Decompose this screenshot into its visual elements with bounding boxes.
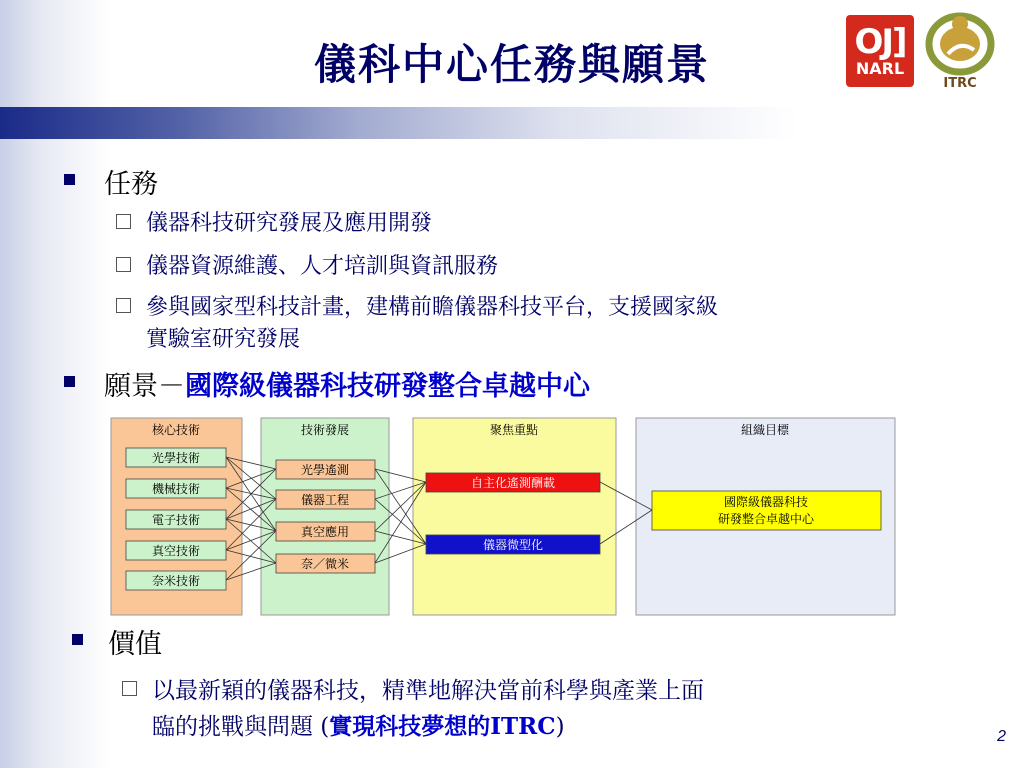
- value-heading: 價值: [108, 629, 162, 660]
- vision-heading: 願景－: [104, 371, 185, 402]
- develop-box: [276, 490, 375, 509]
- column-header-goal: 組織目標: [740, 423, 790, 437]
- core-box-label: 光學技術: [151, 451, 201, 465]
- develop-box-label: 光學遙測: [300, 463, 350, 477]
- focus-box-remote-sensing: [426, 473, 600, 492]
- core-box: [126, 571, 226, 590]
- focus-box-label: 自主化遙測酬載: [470, 476, 556, 490]
- goal-box-line: 國際級儀器科技: [723, 495, 809, 509]
- develop-box-label: 真空應用: [300, 525, 350, 539]
- mission-item-text: 儀器資源維護、人才培訓與資訊服務: [146, 254, 499, 279]
- page-number: 2: [997, 728, 1006, 745]
- core-box: [126, 541, 226, 560]
- focus-box-label: 儀器微型化: [482, 538, 544, 552]
- goal-box: [652, 491, 881, 530]
- narl-logo-text: NARL: [855, 59, 905, 78]
- value-item-text: 以最新穎的儀器科技，精準地解決當前科學與產業上面: [152, 678, 704, 704]
- develop-box-label: 儀器工程: [300, 493, 350, 507]
- core-box-label: 電子技術: [151, 513, 201, 527]
- mission-heading: 任務: [104, 169, 158, 200]
- core-box: [126, 510, 226, 529]
- core-box: [126, 479, 226, 498]
- develop-box: [276, 554, 375, 573]
- value-item-text-end: ): [555, 714, 565, 740]
- mission-item-text: 實驗室研究發展: [146, 327, 301, 352]
- develop-column-panel: [261, 418, 389, 615]
- core-box-label: 真空技術: [151, 544, 201, 558]
- develop-box-label: 奈／微米: [300, 557, 350, 571]
- itrc-logo-text: ITRC: [943, 76, 977, 91]
- goal-box-line: 研發整合卓越中心: [717, 512, 815, 526]
- core-box-label: 奈米技術: [151, 574, 201, 588]
- column-header-core: 核心技術: [151, 423, 201, 437]
- column-header-focus: 聚焦重點: [489, 423, 539, 437]
- focus-box-miniaturization: [426, 535, 600, 554]
- mission-item-text: 儀器科技研究發展及應用開發: [146, 211, 433, 236]
- core-box-label: 機械技術: [151, 482, 201, 496]
- develop-box: [276, 460, 375, 479]
- mission-item-text: 參與國家型科技計畫，建構前瞻儀器科技平台，支援國家級: [146, 295, 719, 320]
- develop-box: [276, 522, 375, 541]
- narl-logo-mark: OJ]: [854, 22, 906, 62]
- vision-highlight: 國際級儀器科技研發整合卓越中心: [185, 371, 590, 402]
- focus-column-panel: [413, 418, 616, 615]
- column-header-develop: 技術發展: [300, 423, 350, 437]
- value-item-text: 臨的挑戰與問題 (: [152, 714, 330, 740]
- value-highlight: 實現科技夢想的ITRC: [329, 713, 556, 740]
- core-box: [126, 448, 226, 467]
- slide-title: 儀科中心任務與願景: [313, 40, 710, 89]
